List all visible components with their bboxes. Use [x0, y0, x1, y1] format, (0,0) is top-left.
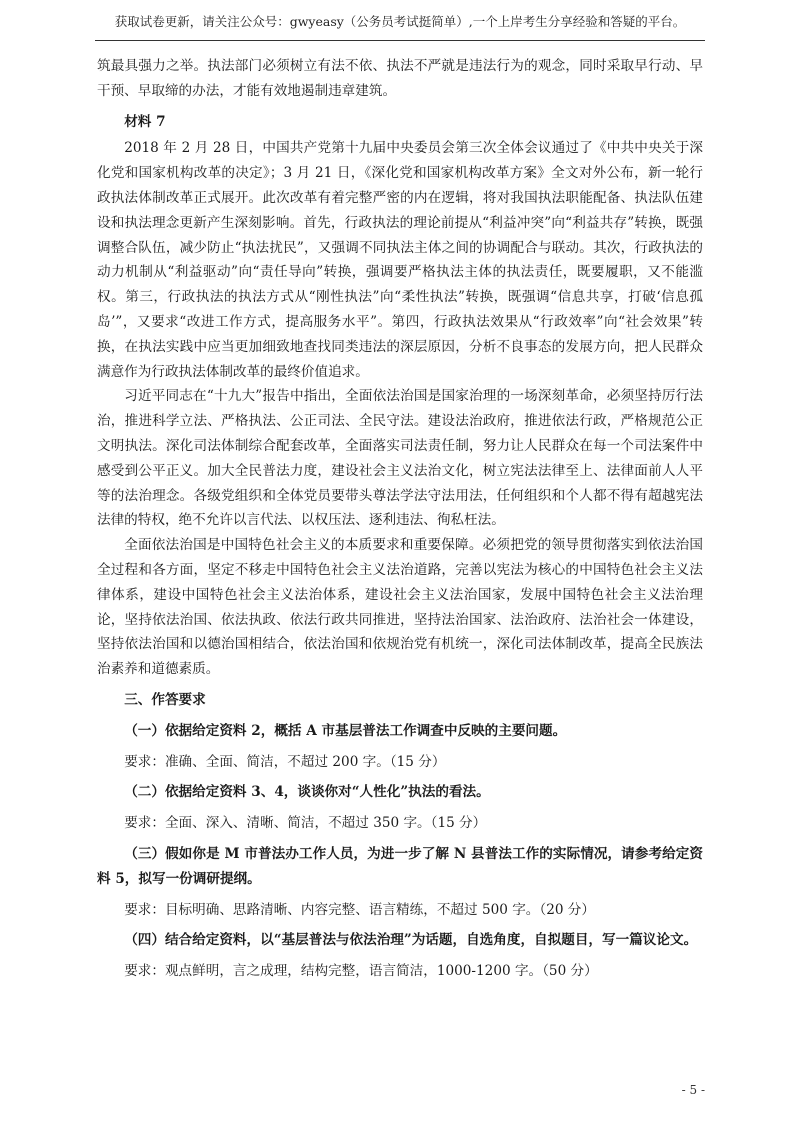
- header-notice: 获取试卷更新，请关注公众号：gwyeasy（公务员考试挺简单）,一个上岸考生分享经验和答疑的平台。: [114, 14, 686, 29]
- header-divider: [95, 40, 705, 41]
- question-2: （二）依据给定资料 3、4，谈谈你对“人性化”执法的看法。: [124, 784, 490, 801]
- question-1-requirement: 要求：准确、全面、简洁，不超过 200 字。（15 分）: [124, 753, 446, 770]
- question-4: （四）结合给定资料，以“基层普法与依法治理”为话题，自选角度，自拟题目，写一篇议论文。: [124, 932, 698, 949]
- material-7-title: 材料 7: [124, 113, 166, 130]
- material-7-paragraph-3: 全面依法治国是中国特色社会主义的本质要求和重要保障。必须把党的领导贯彻落实到依法治国全过程和各方面，坚定不移走中国特色社会主义法治道路，完善以宪法为核心的中国特色社会主义法律体系，建设中国特色社会主义法治体系，建设社会主义法治国家，发展中国特色社会主义法治理论，坚持依法治国、依法执政、依法行政共同推进，坚持法治国家、法治政府、法治社会一体建设，坚持依法治国和以德治国相结合，依法治国和依规治党有机统一，深化司法体制改革，提高全民族法治素养和道德素质。: [97, 537, 703, 678]
- continued-paragraph: 筑最具强力之举。执法部门必须树立有法不依、执法不严就是违法行为的观念，同时采取早行动、早干预、早取缔的办法，才能有效地遏制违章建筑。: [97, 58, 703, 99]
- question-3-requirement: 要求：目标明确、思路清晰、内容完整、语言精练，不超过 500 字。（20 分）: [124, 901, 595, 918]
- question-2-requirement: 要求：全面、深入、清晰、简洁，不超过 350 字。（15 分）: [124, 815, 487, 832]
- page-number: - 5 -: [681, 1083, 705, 1097]
- question-3: （三）假如你是 M 市普法办工作人员，为进一步了解 N 县普法工作的实际情况，请参考给定资料 5，拟写一份调研提纲。: [97, 845, 703, 887]
- document-body: [97, 54, 703, 984]
- material-7-paragraph-2: 习近平同志在“十九大”报告中指出，全面依法治国是国家治理的一场深刻革命，必须坚持厉行法治，推进科学立法、严格执法、公正司法、全民守法。建设法治政府，推进依法行政，严格规范公正文明执法。深化司法体制综合配套改革，全面落实司法责任制，努力让人民群众在每一个司法案件中感受到公平正义。加大全民普法力度，建设社会主义法治文化，树立宪法法律至上、法律面前人人平等的法治理念。各级党组织和全体党员要带头尊法学法守法用法，任何组织和个人都不得有超越宪法法律的特权，绝不允许以言代法、以权压法、逐利违法、徇私枉法。: [97, 388, 703, 529]
- question-1: （一）依据给定资料 2，概括 A 市基层普法工作调查中反映的主要问题。: [124, 722, 567, 739]
- material-7-paragraph-1: 2018 年 2 月 28 日，中国共产党第十九届中央委员会第三次全体会议通过了《中共中央关于深化党和国家机构改革的决定》；3 月 21 日，《深化党和国家机构改革方案》全文对外公布，新一轮行政执法体制改革正式展开。此次改革有着完整严密的内在逻辑，将对我国执法职能配备、执法队伍建设和执法理念更新产生深刻影响。首先，行政执法的理论前提从“利益冲突”向“利益共存”转换，既强调整合队伍，减少防止“执法扰民”，又强调不同执法主体之间的协调配合与联动。其次，行政执法的动力机制从“利益驱动”向“责任导向”转换，强调要严格执法主体的执法责任，既要履职，又不能滥权。第三，行政执法的执法方式从“刚性执法”向“柔性执法”转换，既强调“信息共享，打破‘信息孤岛’”，又要求“改进工作方式，提高服务水平”。第四，行政执法效果从“行政效率”向“社会效果”转换，在执法实践中应当更加细致地查找同类违法的深层原因，分析不良事态的发展方向，把人民群众满意作为行政执法体制改革的最终价值追求。: [97, 140, 703, 380]
- section-3-title: 三、作答要求: [124, 691, 206, 708]
- question-4-requirement: 要求：观点鲜明，言之成理，结构完整，语言简洁，1000-1200 字。（50 分）: [124, 963, 598, 980]
